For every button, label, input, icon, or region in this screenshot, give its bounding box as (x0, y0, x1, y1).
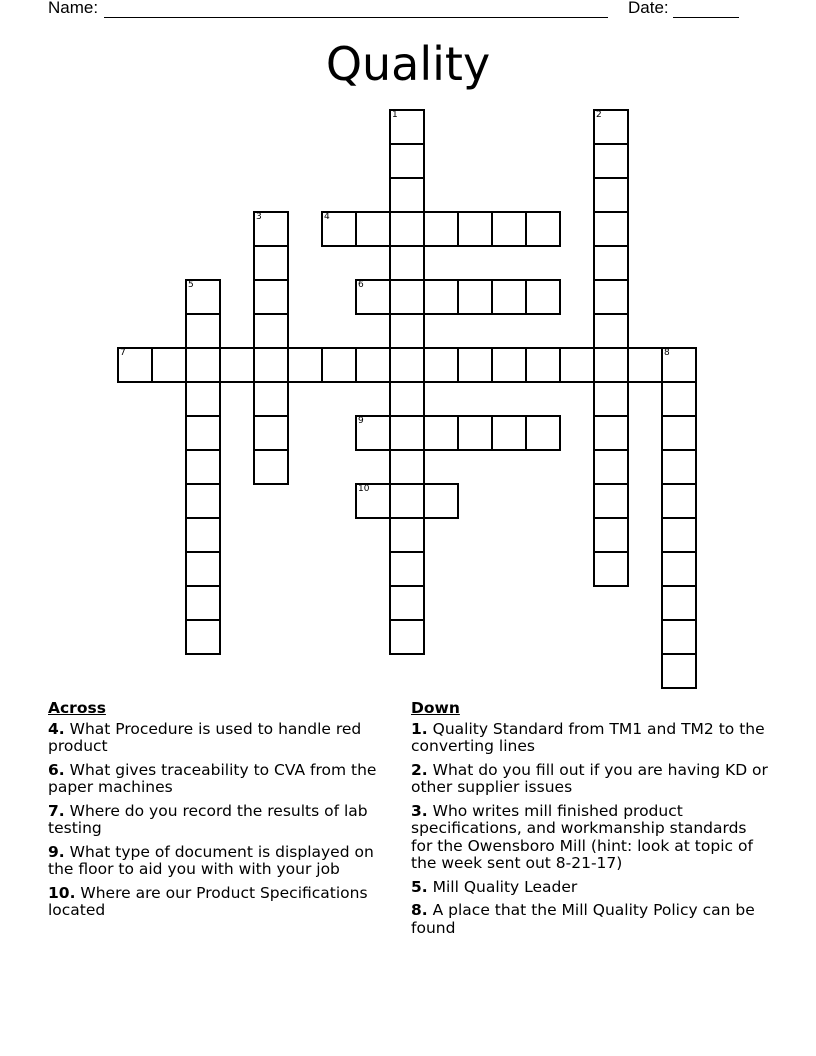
grid-cell[interactable] (594, 416, 628, 450)
grid-cell[interactable] (390, 586, 424, 620)
grid-cell[interactable] (356, 348, 390, 382)
grid-cell[interactable] (390, 484, 424, 518)
grid-cell[interactable] (254, 382, 288, 416)
grid-cell[interactable] (662, 416, 696, 450)
grid-cell[interactable] (662, 484, 696, 518)
clue-number: 2. (411, 760, 428, 779)
clue-item (411, 803, 771, 873)
clue-text: Where are our Product Specifications located (48, 883, 368, 919)
cell-number: 2 (596, 110, 602, 120)
cell-number: 5 (188, 280, 194, 290)
cell-number: 1 (392, 110, 398, 120)
grid-cell[interactable] (152, 348, 186, 382)
grid-cell[interactable] (424, 212, 458, 246)
puzzle-title: Quality (325, 37, 491, 91)
grid-cell[interactable] (458, 280, 492, 314)
clue-item (48, 803, 393, 838)
grid-cell[interactable] (118, 348, 152, 382)
grid-cell[interactable] (560, 348, 594, 382)
grid-cell[interactable] (390, 246, 424, 280)
across-clues (48, 700, 393, 926)
grid-cell[interactable] (186, 450, 220, 484)
clue-number: 4. (48, 719, 65, 738)
grid-cell[interactable] (322, 348, 356, 382)
grid-cell[interactable] (526, 348, 560, 382)
grid-cell[interactable] (390, 450, 424, 484)
clue-item (411, 879, 771, 897)
cell-number: 6 (358, 280, 364, 290)
grid-cell[interactable] (594, 110, 628, 144)
grid-cell[interactable] (322, 212, 356, 246)
grid-cell[interactable] (254, 416, 288, 450)
grid-cell[interactable] (594, 518, 628, 552)
grid-cell[interactable] (662, 348, 696, 382)
grid-cell[interactable] (254, 280, 288, 314)
cell-number: 7 (120, 348, 126, 358)
grid-cell[interactable] (492, 212, 526, 246)
clue-number: 1. (411, 719, 428, 738)
grid-cell[interactable] (186, 416, 220, 450)
clue-text: Who writes mill finished product specifications, and workmanship standards for the Owensboro Mill (hint: look at topic of the week sent out 8-21-17) (411, 801, 753, 872)
cell-number: 10 (358, 484, 370, 494)
grid-cell[interactable] (628, 348, 662, 382)
grid-cell[interactable] (662, 586, 696, 620)
grid-cell[interactable] (254, 212, 288, 246)
clue-text: A place that the Mill Quality Policy can be found (411, 901, 755, 937)
clue-text: What Procedure is used to handle red product (48, 719, 362, 755)
grid-cell[interactable] (594, 552, 628, 586)
clue-text: Where do you record the results of lab testing (48, 801, 368, 837)
clue-number: 7. (48, 801, 65, 820)
grid-cell[interactable] (594, 382, 628, 416)
grid-cell[interactable] (390, 110, 424, 144)
grid-cell[interactable] (594, 144, 628, 178)
clue-number: 6. (48, 760, 65, 779)
grid-cell[interactable] (492, 280, 526, 314)
grid-cell[interactable] (594, 348, 628, 382)
grid-cell[interactable] (186, 518, 220, 552)
clue-item (48, 721, 393, 756)
grid-cell[interactable] (526, 280, 560, 314)
clue-item (411, 721, 771, 756)
grid-cell[interactable] (254, 450, 288, 484)
clue-text: What do you fill out if you are having KD or other supplier issues (411, 760, 768, 796)
grid-cell[interactable] (288, 348, 322, 382)
clue-text: Quality Standard from TM1 and TM2 to the converting lines (411, 719, 765, 755)
grid-cell[interactable] (356, 484, 390, 518)
grid-cell[interactable] (458, 416, 492, 450)
grid-cell[interactable] (390, 620, 424, 654)
grid-cell[interactable] (186, 280, 220, 314)
grid-cell[interactable] (492, 416, 526, 450)
clue-text: What gives traceability to CVA from the paper machines (48, 760, 377, 796)
grid-cell[interactable] (424, 484, 458, 518)
cell-number: 8 (664, 348, 670, 358)
grid-cell[interactable] (254, 246, 288, 280)
grid-cell[interactable] (662, 654, 696, 688)
grid-cell[interactable] (254, 348, 288, 382)
date-label: Date: (628, 0, 669, 17)
name-label: Name: (48, 0, 99, 17)
grid-cell[interactable] (390, 348, 424, 382)
grid-cell[interactable] (390, 416, 424, 450)
clue-item (411, 902, 771, 937)
clue-number: 10. (48, 883, 76, 902)
grid-cell[interactable] (356, 280, 390, 314)
grid-cell[interactable] (390, 144, 424, 178)
clue-item (48, 762, 393, 797)
grid-cell[interactable] (186, 620, 220, 654)
cell-number: 4 (324, 212, 330, 222)
grid-cell[interactable] (254, 314, 288, 348)
grid-cell[interactable] (458, 212, 492, 246)
cell-number: 9 (358, 416, 364, 426)
across-heading: Across (48, 699, 106, 717)
grid-cell[interactable] (424, 416, 458, 450)
down-clues (411, 700, 771, 943)
grid-cell[interactable] (594, 484, 628, 518)
grid-cell[interactable] (186, 314, 220, 348)
grid-cell[interactable] (424, 280, 458, 314)
clue-number: 9. (48, 842, 65, 861)
grid-cell[interactable] (390, 382, 424, 416)
grid-cell[interactable] (390, 178, 424, 212)
grid-cell[interactable] (662, 552, 696, 586)
grid-cell[interactable] (594, 212, 628, 246)
grid-cell[interactable] (492, 348, 526, 382)
down-heading: Down (411, 699, 460, 717)
grid-cell[interactable] (594, 178, 628, 212)
grid-cell[interactable] (594, 280, 628, 314)
grid-cell[interactable] (186, 586, 220, 620)
grid-cell[interactable] (390, 518, 424, 552)
grid-cell[interactable] (390, 552, 424, 586)
cell-number: 3 (256, 212, 262, 222)
grid-cell[interactable] (356, 212, 390, 246)
clue-number: 3. (411, 801, 428, 820)
grid-cell[interactable] (186, 382, 220, 416)
grid-cell[interactable] (526, 416, 560, 450)
grid-cell[interactable] (662, 382, 696, 416)
grid-cell[interactable] (186, 552, 220, 586)
clue-text: Mill Quality Leader (432, 877, 578, 896)
grid-cell[interactable] (220, 348, 254, 382)
clue-number: 8. (411, 901, 428, 919)
grid-cell[interactable] (662, 620, 696, 654)
grid-cell[interactable] (390, 314, 424, 348)
clue-number: 5. (411, 877, 428, 896)
grid-cell[interactable] (662, 450, 696, 484)
grid-cell[interactable] (186, 484, 220, 518)
clue-text: What type of document is displayed on the floor to aid you with with your job (48, 842, 374, 878)
grid-cell[interactable] (390, 212, 424, 246)
grid-cell[interactable] (594, 246, 628, 280)
grid-cell[interactable] (186, 348, 220, 382)
grid-cell[interactable] (390, 280, 424, 314)
clue-item (48, 885, 393, 920)
grid-cell[interactable] (662, 518, 696, 552)
clue-item (411, 762, 771, 797)
clue-item (48, 844, 393, 879)
grid-cell[interactable] (458, 348, 492, 382)
grid-cell[interactable] (594, 450, 628, 484)
grid-cell[interactable] (424, 348, 458, 382)
grid-cell[interactable] (526, 212, 560, 246)
grid-cell[interactable] (594, 314, 628, 348)
grid-cell[interactable] (356, 416, 390, 450)
